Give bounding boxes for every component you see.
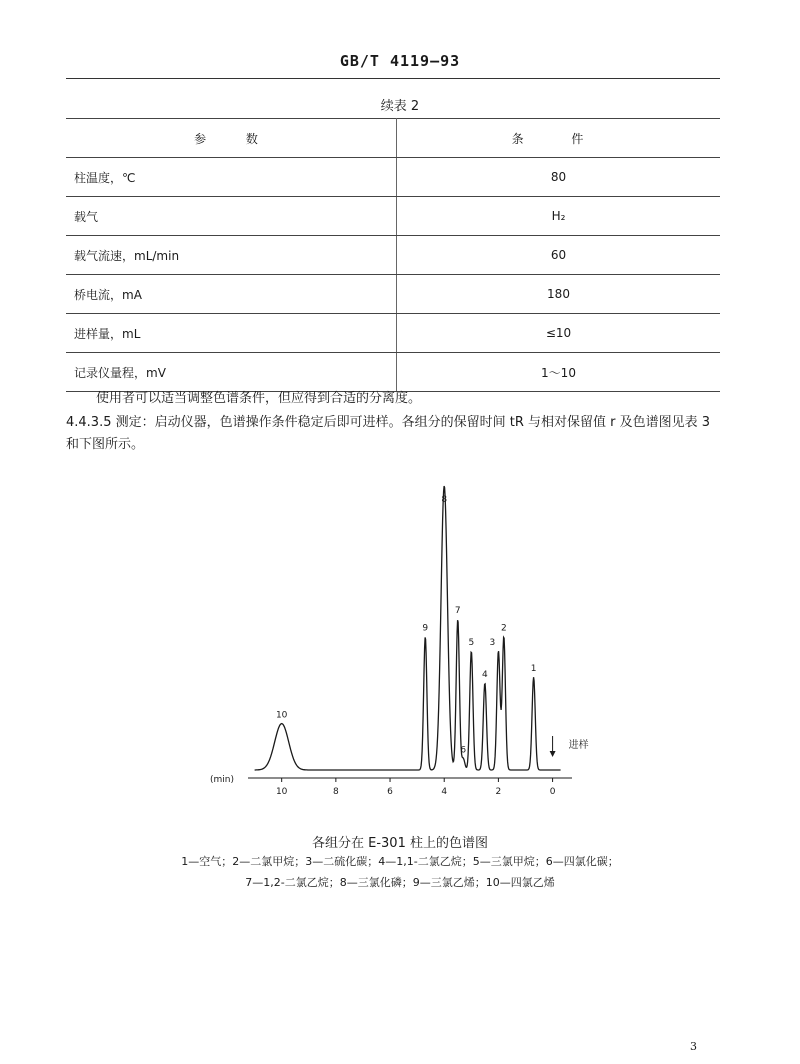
value-cell: 80 (397, 158, 721, 197)
table-header-row (66, 119, 720, 158)
paragraph-procedure: 4.4.3.5 测定：启动仪器，色谱操作条件稳定后即可进样。各组分的保留时间 tR 与相对保留值 r 及色谱图见表 3 和下图所示。 (66, 415, 711, 452)
x-tick-label: 10 (275, 787, 288, 797)
injection-label: 进样 (568, 740, 589, 751)
table-row (66, 275, 720, 314)
x-tick-label: 2 (495, 787, 502, 797)
peak-label: 1 (530, 664, 537, 675)
figure-legend-line: 1—空气；2—二氯甲烷；3—二硫化碳；4—1,1-二氯乙烷；5—三氯甲烷；6—四氯化碳； (181, 855, 619, 868)
peak-label: 9 (422, 623, 429, 634)
parameter-table (66, 118, 720, 392)
param-cell: 载气流速，mL/min (66, 236, 397, 275)
value-cell: 1～10 (397, 353, 721, 392)
x-tick-label: 0 (549, 787, 556, 797)
column-header-condition: 条 件 (397, 119, 721, 158)
param-cell: 记录仪量程，mV (66, 353, 397, 392)
x-tick-label: 8 (332, 787, 339, 797)
table-row (66, 197, 720, 236)
page-number: 3 (690, 1040, 697, 1053)
table-row (66, 314, 720, 353)
value-cell: 60 (397, 236, 721, 275)
param-cell: 桥电流，mA (66, 275, 397, 314)
table-row (66, 236, 720, 275)
standard-number: GB/T 4119—93 (339, 52, 461, 70)
chromatogram-trace (255, 486, 561, 770)
value-cell: ≤10 (397, 314, 721, 353)
value-cell: H₂ (397, 197, 721, 236)
injection-arrow-head (550, 751, 556, 757)
peak-label: 4 (481, 670, 488, 680)
peak-label: 5 (468, 638, 475, 649)
header-rule (66, 78, 720, 79)
peak-label: 10 (275, 710, 288, 721)
peak-label: 2 (500, 623, 507, 634)
peak-label: 8 (441, 494, 448, 505)
peak-label: 3 (489, 638, 496, 649)
table-row (66, 353, 720, 392)
x-tick-label: 4 (441, 787, 448, 797)
figure-legend-line: 7—1,2-二氯乙烷；8—三氯化磷；9—三氯乙烯；10—四氯乙烯 (245, 876, 555, 889)
x-tick-label: 6 (387, 787, 393, 797)
x-axis-label: (min) (210, 775, 234, 785)
value-cell: 180 (397, 275, 721, 314)
param-cell: 柱温度，℃ (66, 158, 397, 197)
peak-label: 7 (454, 606, 461, 617)
table-row (66, 158, 720, 197)
table-caption: 续表 2 (380, 99, 420, 114)
chromatogram-chart (180, 470, 620, 810)
column-header-param: 参 数 (66, 119, 397, 158)
paragraph-note: 使用者可以适当调整色谱条件，但应得到合适的分离度。 (96, 391, 422, 406)
figure-title: 各组分在 E-301 柱上的色谱图 (312, 836, 488, 851)
param-cell: 进样量，mL (66, 314, 397, 353)
peak-label: 6 (460, 745, 467, 756)
param-cell: 载气 (66, 197, 397, 236)
